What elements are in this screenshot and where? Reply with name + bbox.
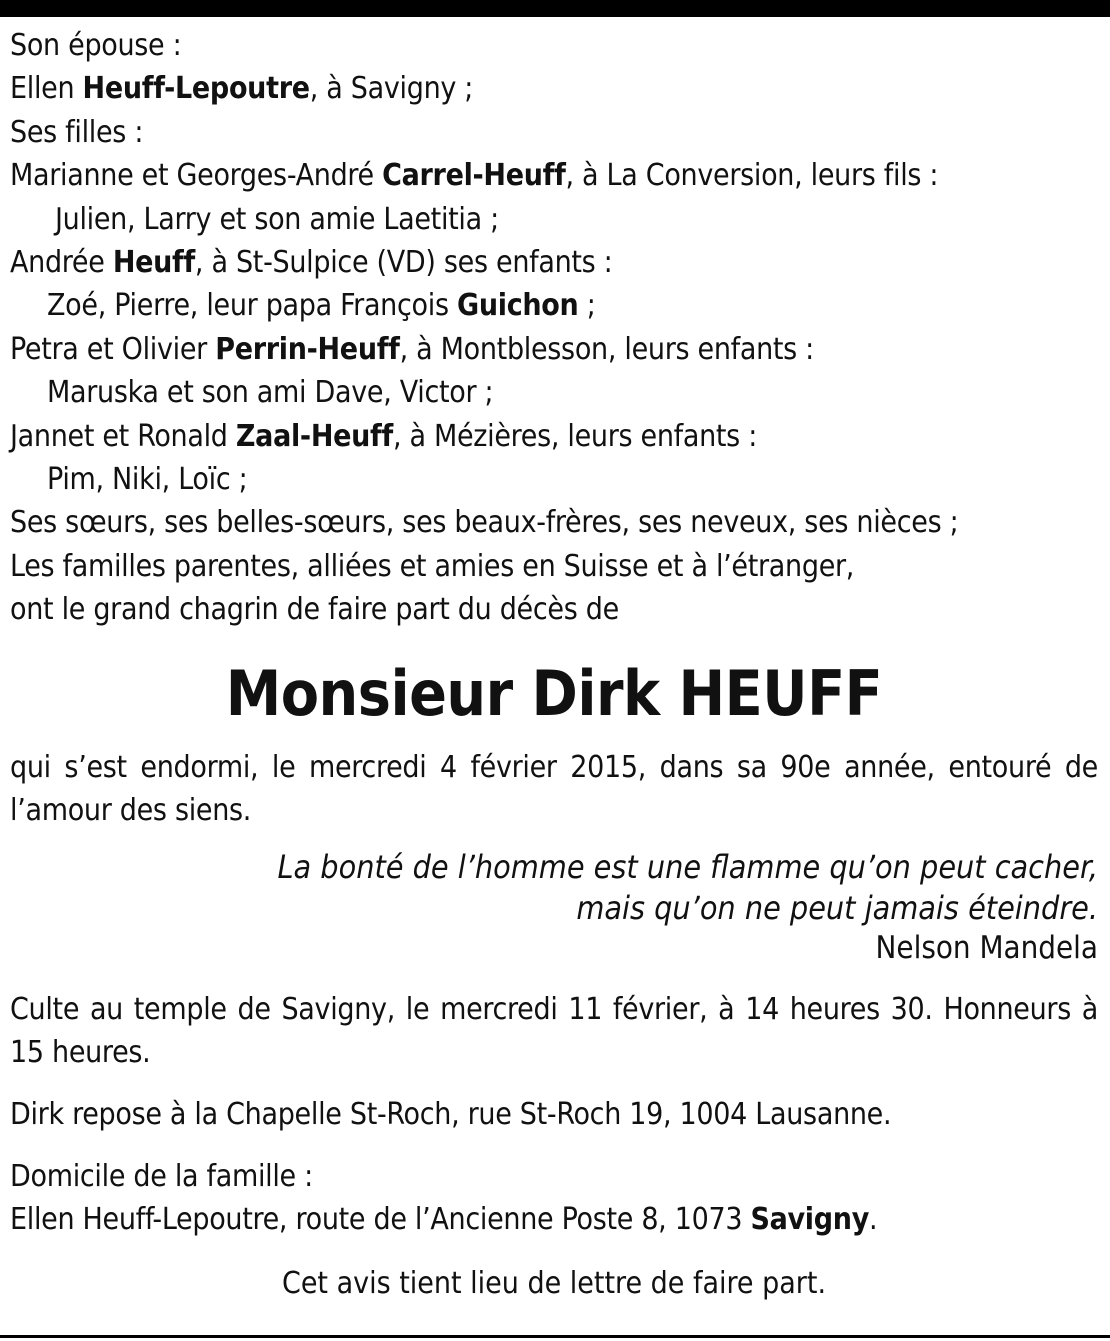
family-line-perrin: Petra et Olivier Perrin-Heuff, à Montblesson, leurs enfants :	[10, 331, 814, 367]
family-line-siblings: Ses sœurs, ses belles-sœurs, ses beaux-frères, ses neveux, ses nièces ;	[10, 505, 959, 541]
quote-line-1: La bonté de l’homme est une flamme qu’on peut cacher,	[277, 847, 1098, 886]
family-line-daughters-label: Ses filles :	[10, 114, 144, 150]
family-line-spouse-label: Son épouse :	[10, 28, 182, 63]
repose-text: Dirk repose à la Chapelle St-Roch, rue St-Roch 19, 1004 Lausanne.	[10, 1096, 892, 1132]
family-name: Heuff	[112, 245, 195, 281]
family-line-andree-children: Zoé, Pierre, leur papa François Guichon ;	[47, 288, 596, 324]
family-line-zaal: Jannet et Ronald Zaal-Heuff, à Mézières, leurs enfants :	[10, 418, 758, 454]
death-text: qui s’est endormi, le mercredi 4 février 2015, dans sa 90e année, entouré de l’amour des siens.	[10, 749, 1098, 828]
family-line-perrin-children: Maruska et son ami Dave, Victor ;	[47, 375, 494, 411]
obituary-notice	[10, 24, 1098, 1305]
family-name: Heuff-Lepoutre	[82, 71, 310, 107]
family-line-announcement: ont le grand chagrin de faire part du décès de	[10, 592, 619, 628]
family-line-andree: Andrée Heuff, à St-Sulpice (VD) ses enfants :	[10, 245, 613, 281]
family-name: Carrel-Heuff	[382, 158, 566, 194]
family-name: Perrin-Heuff	[215, 331, 400, 367]
domicile-label: Domicile de la famille :	[10, 1158, 313, 1194]
family-name: Guichon	[456, 288, 579, 324]
domicile-block	[10, 1155, 1098, 1242]
family-line-zaal-children: Pim, Niki, Loïc ;	[47, 462, 248, 498]
family-line-carrel-children: Julien, Larry et son amie Laetitia ;	[55, 201, 499, 237]
closing-text: Cet avis tient lieu de lettre de faire part.	[281, 1265, 827, 1301]
quote-line-2: mais qu’on ne peut jamais éteindre.	[576, 888, 1098, 927]
quote-block	[10, 847, 1098, 968]
bottom-border	[0, 1335, 1110, 1338]
quote-author: Nelson Mandela	[875, 929, 1098, 966]
domicile-town: Savigny	[750, 1202, 869, 1238]
service-text: Culte au temple de Savigny, le mercredi 11 février, à 14 heures 30. Honneurs à 15 heures.	[10, 991, 1098, 1070]
domicile-address: Ellen Heuff-Lepoutre, route de l’Ancienne Poste 8, 1073 Savigny.	[10, 1202, 878, 1238]
family-name: Zaal-Heuff	[235, 418, 393, 454]
family-line-carrel: Marianne et Georges-André Carrel-Heuff, à La Conversion, leurs fils :	[10, 158, 939, 194]
top-border	[0, 0, 1110, 17]
family-line-spouse: Ellen Heuff-Lepoutre, à Savigny ;	[10, 71, 474, 107]
deceased-name: Monsieur Dirk HEUFF	[225, 656, 883, 730]
family-line-relatives: Les familles parentes, alliées et amies en Suisse et à l’étranger,	[10, 548, 855, 584]
